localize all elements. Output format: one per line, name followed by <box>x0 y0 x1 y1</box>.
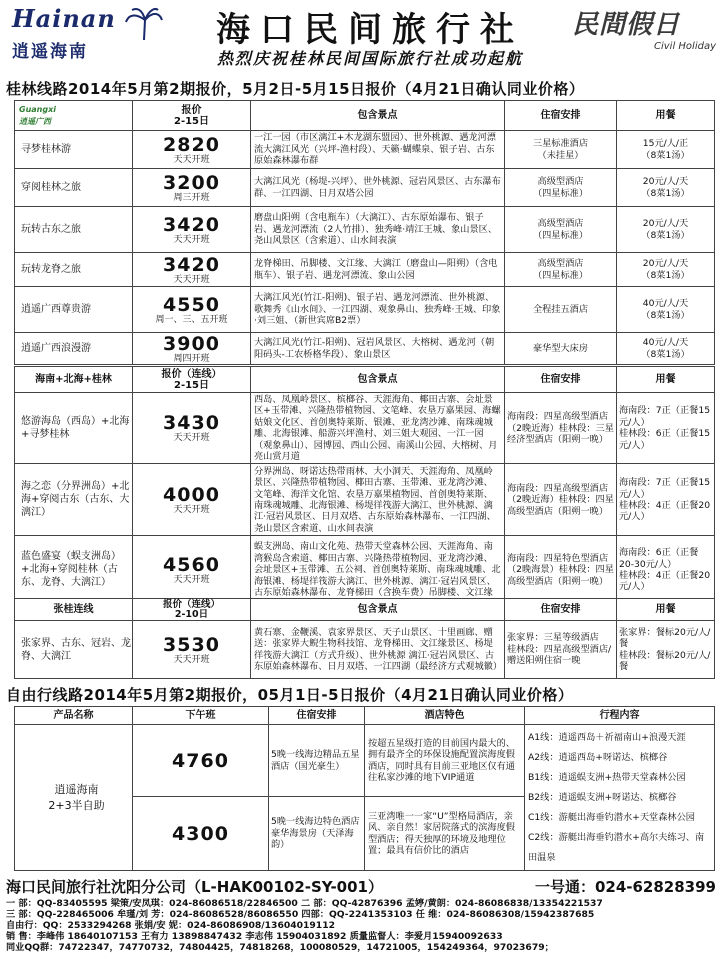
hotel-text: 高级型酒店 （四星标准） <box>505 253 617 287</box>
route-name: 逍遥广西尊贵游 <box>15 287 133 333</box>
schedule: 天天开班 <box>173 654 210 665</box>
col-price: 报价（连线） 2-10日 <box>133 599 251 621</box>
hotel-text: 高级型酒店 （四星标准） <box>505 169 617 207</box>
table-row <box>15 287 715 333</box>
route-name: 玩转龙脊之旅 <box>15 253 133 287</box>
itinerary-item: B2线：逍遥蜈支洲+呀诺达、槟榔谷 <box>528 791 677 803</box>
contact-line: 三 部：QQ-228465006 牟瑾/刘 芳：024-86086528/86086550 四部：QQ-2241353103 任 维：024-86086308/15942387685 <box>6 909 595 920</box>
footer-company-row <box>0 876 728 898</box>
route-name: 悠游海岛（西岛）+北海+寻梦桂林 <box>15 393 133 464</box>
hotel-text: 5晚一线海边特色酒店豪华海景房（天泽海韵） <box>269 797 365 871</box>
table-row <box>15 169 715 207</box>
feature-text: 按超五星级打造的目前国内最大的、拥有最齐全的环保设施配置滨海度假酒店，同时具有目前三亚地区仅有通往私家沙滩的地下VIP通道 <box>365 725 525 797</box>
col-feature: 酒店特色 <box>365 707 525 725</box>
guilin-table <box>14 100 715 365</box>
guangxi-logo-sub: 逍遥广西 <box>19 116 51 126</box>
col-price: 下午班 <box>133 707 269 725</box>
footer <box>0 876 728 965</box>
price-value: 3430 <box>163 412 220 435</box>
hainan-beihai-table <box>14 366 715 604</box>
price-cell <box>133 131 251 169</box>
header <box>0 0 728 78</box>
meal-text: 40元/人/天 （8菜1汤） <box>617 287 715 333</box>
itinerary-item: A2线：逍遥西岛+呀诺达、槟榔谷 <box>528 751 668 763</box>
hotel-text: 海南段：四星特色型酒店（2晚海景）桂林段：四星高级型酒店（阳朔一晚） <box>505 536 617 604</box>
price-value: 4550 <box>163 293 220 316</box>
schedule: 天天开班 <box>173 504 210 515</box>
spots-text: 一江一园（市区漓江+木龙湖东盟园）、世外桃源、遇龙河漂流大漓江风光（兴坪-渔村段）、天籁·蝴蝶泉、银子岩、古东原始森林瀑布群 <box>251 131 505 169</box>
col-meal: 用餐 <box>617 599 715 621</box>
route-name: 穿阅桂林之旅 <box>15 169 133 207</box>
price-cell <box>133 393 251 464</box>
zhanggui-table <box>14 598 715 679</box>
col-route: 张桂连线 <box>15 599 133 621</box>
price-cell <box>133 464 251 536</box>
itinerary-item: A1线：逍遥西岛＋祈福南山+浪漫天涯 <box>528 731 686 743</box>
col-spots: 包含景点 <box>251 367 505 393</box>
table-row <box>15 131 715 169</box>
hotel-text: 5晚一线海边精品五星酒店（国光豪生） <box>269 725 365 797</box>
col-route: 海南+北海+桂林 <box>15 367 133 393</box>
schedule: 天天开班 <box>173 274 210 285</box>
meal-text: 20元/人/天 （8菜1汤） <box>617 207 715 253</box>
free-heading: 自由行线路2014年5月第2期报价，05月1日-5日报价（4月21日确认同业价格） <box>6 686 574 704</box>
meal-text: 20元/人/天 （8菜1汤） <box>617 169 715 207</box>
price-value: 4560 <box>163 553 220 576</box>
col-meal: 用餐 <box>617 101 715 131</box>
civil-holiday-logo <box>572 4 722 68</box>
col-itinerary: 行程内容 <box>525 707 715 725</box>
meal-text: 15元/人/正 （8菜1汤） <box>617 131 715 169</box>
price-value: 4000 <box>163 483 220 506</box>
spots-text: 西岛、凤凰岭景区、槟榔谷、天涯海角、椰田古寨、会址景区+玉带滩、兴隆热带植物园、文笔峰、农垦万嘉果园、海螺姑娘文化区、首创奥特莱斯、银滩、亚龙湾沙滩、南珠魂城雕、北海银滩、船游兴坪渔村、刘三姐大观园、一江一园（观象鼻山）、园博园、西山公园、南溪山公园、大榕树、月亮山赏月道 <box>251 393 505 464</box>
hotel-text: 海南段：四星高级型酒店（2晚近海）桂林段：三星经济型酒店（阳朔一晚） <box>505 393 617 464</box>
civil-holiday-cn: 民間假日 <box>572 10 681 40</box>
price-value: 3900 <box>163 332 220 355</box>
route-name: 蓝色盛宴（蜈支洲岛）+北海+穿阅桂林（古东、龙脊、大漓江） <box>15 536 133 604</box>
brand-en: Hainan <box>12 4 116 33</box>
spots-text: 大漓江风光(竹江-阳朔)、冠岩风景区、大榕树、遇龙河（朝阳码头-工农桥格华段）、象山景区 <box>251 333 505 365</box>
schedule: 周一、三、五开班 <box>155 314 228 325</box>
price-value: 4300 <box>172 822 229 845</box>
price-value: 2820 <box>163 133 220 156</box>
hotel-text: 豪华型大床房 <box>505 333 617 365</box>
price-cell <box>133 287 251 333</box>
col-price: 报价 2-15日 <box>133 101 251 131</box>
table-row <box>15 725 715 797</box>
contact-line: 自由行：QQ：2533294268 张娟/安 妮：024-86086908/13604019112 <box>6 920 335 931</box>
price-cell <box>133 207 251 253</box>
guilin-heading: 桂林线路2014年5月第2期报价，5月2日-5月15日报价（4月21日确认同业价格） <box>6 80 585 98</box>
spots-text: 大漓江风光(竹江-阳朔)、银子岩、遇龙河漂流、世外桃源、歌舞秀《山水间》、一江四湖、观象鼻山、独秀峰·王城、印象·刘三姐、（新世宾席B2票） <box>251 287 505 333</box>
product-name: 逍遥海南 2+3半自助 <box>15 725 133 871</box>
guangxi-logo-text: Guangxi <box>19 105 56 115</box>
spots-text: 黄石寨、金鞭溪、袁家界景区、天子山景区、十里画廊、赠送：张家界大鲵生物科技馆、龙脊梯田、文江缘景区、杨堤徉筏游大漓江（方式升级）、世外桃源 漓江·冠岩风景区、古东原始森林瀑布、日月双塔、一江四湖（最经济方式观城徽） <box>251 621 505 679</box>
itinerary-item: C2线：游艇出海垂钓潜水+高尔夫练习、南田温泉 <box>528 831 705 863</box>
hainan-logo <box>12 4 162 70</box>
schedule: 天天开班 <box>173 574 210 585</box>
price-cell <box>133 725 269 797</box>
itinerary-item: B1线：逍遥蜈支洲+热带天堂森林公园 <box>528 771 686 783</box>
contact-line: 同业QQ群：74722347，74770732，74804425，74818268，100080529，14721005，154249364，97023679； <box>6 942 554 953</box>
price-value: 3420 <box>163 213 220 236</box>
spots-text: 大漓江风光（杨堤-兴坪）、世外桃源、冠岩风景区、古东瀑布群、一江四湖、日月双塔公园 <box>251 169 505 207</box>
schedule: 周三开班 <box>173 192 210 203</box>
route-name: 张家界、古东、冠岩、龙脊、大漓江 <box>15 621 133 679</box>
contact-line: 销 售：李峰伟 18640107153 王有力 13898847432 李志伟 15904031892 质量监督人：李爱月15940092633 <box>6 931 503 942</box>
meal-text: 20元/人/天 （8菜1汤） <box>617 253 715 287</box>
price-value: 4760 <box>172 749 229 772</box>
feature-text: 三亚湾唯一一家“U”型格局酒店，亲风、亲自然！家居院落式的滨海度假型酒店；得天独厚的环境及地理位置；最具有信价比的酒店 <box>365 797 525 871</box>
guangxi-logo <box>15 101 133 131</box>
price-cell <box>133 797 269 871</box>
itinerary-list <box>525 725 715 871</box>
spots-text: 磨盘山阳朔（含电瓶车）（大漓江）、古东原始瀑布、银子岩、遇龙河漂流（2人竹排）、独秀峰·靖江王城、象山景区、尧山风景区（含索道）、山水间表演 <box>251 207 505 253</box>
route-name: 玩转古东之旅 <box>15 207 133 253</box>
table-row <box>15 393 715 464</box>
meal-text: 40元/人/天 （8菜1汤） <box>617 333 715 365</box>
meal-text: 张家界：餐标20元/人/餐 桂林段：餐标20元/人/餐 <box>617 621 715 679</box>
contact-line: 一 部：QQ-83405595 梁策/安凤琪：024-86086518/22846500 二 部：QQ-42876396 孟婷/黄朗：024-86086838/13354221537 <box>6 898 603 909</box>
hotel-text: 全程挂五酒店 <box>505 287 617 333</box>
table-row <box>15 536 715 604</box>
table-row <box>15 621 715 679</box>
price-value: 3420 <box>163 253 220 276</box>
schedule: 天天开班 <box>173 234 210 245</box>
hotel-text: 海南段：四星高级型酒店（2晚近海）桂林段：四星高级型酒店（阳朔一晚） <box>505 464 617 536</box>
free-table <box>14 706 715 871</box>
schedule: 周四开班 <box>173 353 210 364</box>
page-subtitle: 热烈庆祝桂林民间国际旅行社成功起航 <box>216 49 523 68</box>
route-name: 海之恋（分界洲岛）+北海+穿阅古东（古东、大漓江） <box>15 464 133 536</box>
spots-text: 分界洲岛、呀诺达热带雨林、大小洞天、天涯海角、凤凰岭景区、兴隆热带植物园、椰田古寨、玉带滩、亚龙湾沙滩、文笔峰、海洋文化馆、农垦万嘉果植物园、首创奥特莱斯、南珠魂城雕、北海银滩、杨堤徉筏游大漓江、世外桃源、漓江·冠岩风景区、日月双塔、古东原始森林瀑布、一江四湖、尧山景区含索道、山水间表演 <box>251 464 505 536</box>
schedule: 天天开班 <box>173 433 210 444</box>
hotel-text: 张家界：三星等级酒店 桂林段：四星高级型酒店/赠送阳朔住宿一晚 <box>505 621 617 679</box>
col-hotel: 住宿安排 <box>505 101 617 131</box>
price-value: 3530 <box>163 633 220 656</box>
table-row <box>15 333 715 365</box>
col-hotel: 住宿安排 <box>505 599 617 621</box>
company-name: 海口民间旅行社沈阳分公司（L-HAK00102-SY-001） <box>6 878 383 896</box>
itinerary-item: C1线：游艇出海垂钓潜水+天堂森林公园 <box>528 811 695 823</box>
col-hotel: 住宿安排 <box>269 707 365 725</box>
col-product: 产品名称 <box>15 707 133 725</box>
schedule: 天天开班 <box>173 154 210 165</box>
table-row <box>15 253 715 287</box>
brand-cn: 逍遥海南 <box>12 42 88 62</box>
price-cell <box>133 333 251 365</box>
meal-text: 海南段：6正（正餐20-30元/人） 桂林段：4正（正餐20元/人） <box>617 536 715 604</box>
table-row <box>15 464 715 536</box>
price-cell <box>133 621 251 679</box>
meal-text: 海南段：7正（正餐15元/人） 桂林段：6正（正餐15元/人） <box>617 393 715 464</box>
hotel-text: 高级型酒店 （四星标准） <box>505 207 617 253</box>
civil-holiday-en: Civil Holiday <box>653 41 716 52</box>
col-spots: 包含景点 <box>251 101 505 131</box>
price-value: 3200 <box>163 171 220 194</box>
col-meal: 用餐 <box>617 367 715 393</box>
page-title: 海口民间旅行社 <box>216 10 524 50</box>
price-cell <box>133 536 251 604</box>
palm-tree-icon <box>124 6 164 40</box>
route-name: 逍遥广西浪漫游 <box>15 333 133 365</box>
hotel-text: 三星标准酒店 （未挂星） <box>505 131 617 169</box>
col-hotel: 住宿安排 <box>505 367 617 393</box>
col-spots: 包含景点 <box>251 599 505 621</box>
price-cell <box>133 253 251 287</box>
spots-text: 蜈支洲岛、南山文化苑、热带天堂森林公园、天涯海角、南湾猴岛含索道、椰田古寨、兴隆热带植物园、亚龙湾沙滩、会址景区+玉带滩、五公祠、首创奥特莱斯、南珠魂城雕、北海银滩、杨堤徉筏游大漓江、世外桃源、漓江·冠岩风景区、古东原始森林瀑布、龙脊梯田（含换车费）吊脚楼、文江缘 <box>251 536 505 604</box>
spots-text: 龙脊梯田、吊脚楼、文江缘、大漓江（磨盘山—阳朔）（含电瓶车）、银子岩、遇龙河漂流、象山公园 <box>251 253 505 287</box>
price-cell <box>133 169 251 207</box>
hotline: 一号通：024-62828399 <box>534 878 716 896</box>
route-name: 寻梦桂林游 <box>15 131 133 169</box>
meal-text: 海南段：7正（正餐15元/人） 桂林段：4正（正餐20元/人） <box>617 464 715 536</box>
col-price: 报价（连线） 2-15日 <box>133 367 251 393</box>
table-row <box>15 207 715 253</box>
